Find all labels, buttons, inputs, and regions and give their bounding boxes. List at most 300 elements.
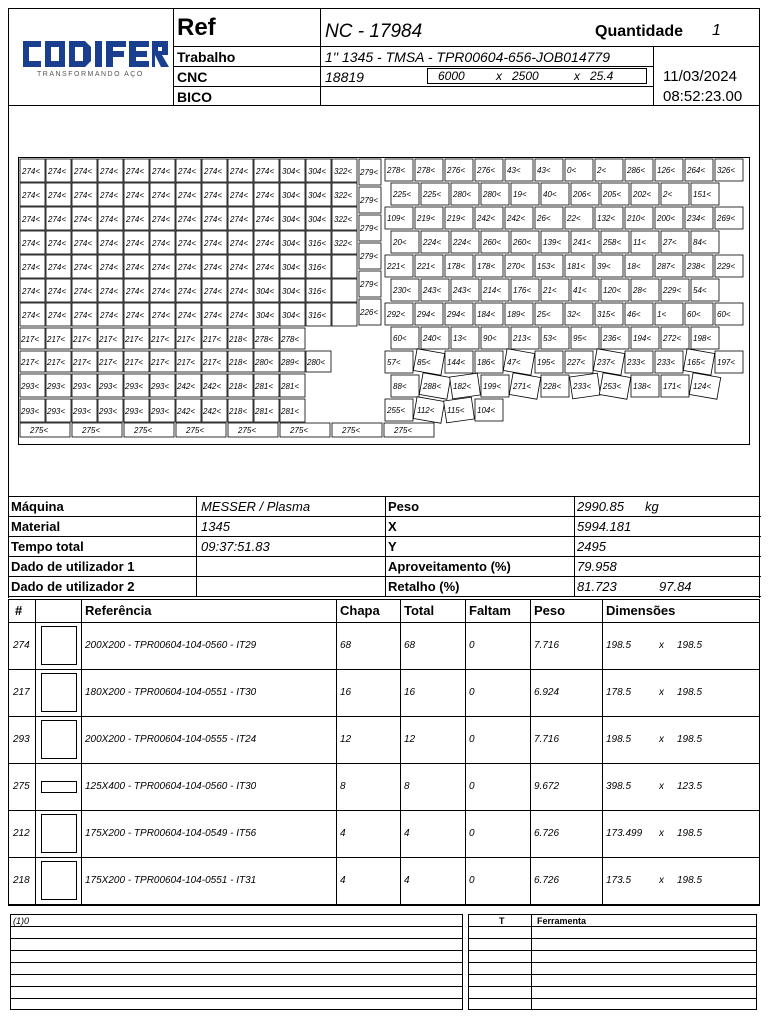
- nest-part-label: 124<: [693, 382, 712, 391]
- nest-part-label: 304<: [282, 191, 301, 200]
- peso-unit: kg: [645, 499, 659, 514]
- quantidade-value: 1: [712, 22, 721, 39]
- material-value: 1345: [201, 519, 230, 534]
- part-chapa: 4: [340, 874, 346, 886]
- nest-part-label: 274<: [126, 191, 145, 200]
- nest-part-label: 115<: [447, 406, 465, 415]
- nest-part-label: 221<: [387, 262, 406, 271]
- nest-part-label: 41<: [573, 286, 587, 295]
- part-dim-width: 173.499: [606, 827, 643, 839]
- nest-part-label: 264<: [687, 166, 706, 175]
- part-thumbnail: [41, 720, 77, 759]
- table-rule: [602, 600, 603, 905]
- nest-part-label: 182<: [453, 382, 472, 391]
- nest-part-label: 274<: [256, 239, 275, 248]
- footer-rule: [10, 938, 463, 939]
- nest-part-label: 238<: [687, 262, 706, 271]
- nest-part-label: 218<: [229, 358, 248, 367]
- part-chapa: 12: [340, 733, 352, 745]
- nest-part-label: 242<: [177, 407, 196, 416]
- nest-part-label: 230<: [393, 286, 412, 295]
- nest-part-label: 274<: [48, 191, 67, 200]
- nesting-svg: [19, 158, 749, 444]
- dado1-label: Dado de utilizador 1: [11, 559, 135, 574]
- maquina-value: MESSER / Plasma: [201, 499, 311, 514]
- nest-part-label: 293<: [47, 407, 66, 416]
- nest-part-label: 225<: [423, 190, 442, 199]
- part-dim-x: x: [659, 874, 664, 886]
- nest-part-label: 304<: [256, 287, 275, 296]
- nest-part-label: 229<: [663, 286, 682, 295]
- nest-part-label: 293<: [21, 382, 40, 391]
- nest-part-label: 274<: [204, 263, 223, 272]
- part-number: 293: [13, 733, 30, 745]
- nest-part-label: 198<: [693, 334, 712, 343]
- part-reference: 200X200 - TPR00604-104-0560 - IT29: [85, 639, 257, 651]
- col-header-num: #: [15, 603, 23, 618]
- nest-part-label: 274<: [22, 287, 41, 296]
- retalho-value-2: 97.84: [659, 579, 692, 594]
- nest-part-label: 274<: [256, 191, 275, 200]
- nest-part-label: 274<: [178, 239, 197, 248]
- nest-part-label: 278<: [281, 335, 300, 344]
- nest-part-label: 274<: [256, 215, 275, 224]
- part-dim-height: 198.5: [677, 639, 703, 651]
- nest-part-label: 279<: [360, 168, 379, 177]
- nest-part-label: 217<: [177, 335, 196, 344]
- footer-rule: [10, 998, 463, 999]
- nest-part-label: 217<: [203, 335, 222, 344]
- x-label: X: [388, 519, 397, 534]
- nest-part-label: 286<: [627, 166, 646, 175]
- table-rule: [9, 810, 760, 811]
- nest-part-label: 60<: [393, 334, 407, 343]
- nest-part-label: 217<: [177, 358, 196, 367]
- aproveitamento-label: Aproveitamento (%): [388, 559, 511, 574]
- nest-part-label: 274<: [152, 263, 171, 272]
- part-dim-width: 198.5: [606, 733, 632, 745]
- nest-part-label: 293<: [151, 407, 170, 416]
- nest-part-label: 214<: [483, 286, 502, 295]
- nest-part-label: 217<: [151, 358, 170, 367]
- footer-rule: [468, 986, 757, 987]
- nest-part-label: 242<: [203, 407, 222, 416]
- nest-part-label: 322<: [334, 215, 353, 224]
- nest-part-label: 278<: [387, 166, 406, 175]
- nest-part-label: 274<: [100, 311, 119, 320]
- nest-part-label: 279<: [360, 252, 379, 261]
- nest-part-label: 88<: [393, 382, 407, 391]
- nest-part-label: 304<: [282, 263, 301, 272]
- part-dim-height: 198.5: [677, 874, 703, 886]
- part-number: 274: [13, 639, 30, 651]
- nest-part-label: 217<: [125, 335, 144, 344]
- footer-rule: [10, 926, 463, 927]
- part-dim-x: x: [659, 733, 664, 745]
- report-header: [8, 8, 760, 106]
- nest-part-label: 95<: [573, 334, 587, 343]
- nest-part-label: 39<: [597, 262, 611, 271]
- nest-part-label: 226<: [360, 308, 379, 317]
- nest-part-label: 304<: [282, 215, 301, 224]
- part-total: 16: [404, 686, 416, 698]
- nest-part-label: 274<: [48, 215, 67, 224]
- nest-part-label: 242<: [177, 382, 196, 391]
- nest-part-label: 281<: [255, 407, 274, 416]
- nest-part-label: 274<: [152, 215, 171, 224]
- nest-part-label: 293<: [47, 382, 66, 391]
- nest-part-label: 274<: [48, 311, 67, 320]
- nest-part-label: 275<: [290, 426, 309, 435]
- part-thumbnail: [41, 781, 77, 793]
- nest-part-label: 258<: [603, 238, 622, 247]
- nest-part-label: 242<: [507, 214, 526, 223]
- nest-part-label: 54<: [693, 286, 707, 295]
- nest-part-label: 228<: [543, 382, 562, 391]
- nest-part-label: 219<: [447, 214, 466, 223]
- sheet-width: 6000: [438, 69, 465, 83]
- nest-part-label: 274<: [74, 311, 93, 320]
- nest-part-label: 274<: [178, 311, 197, 320]
- nest-part-label: 217<: [73, 335, 92, 344]
- nest-part-label: 304<: [282, 167, 301, 176]
- part-dim-x: x: [659, 827, 664, 839]
- nest-part-label: 225<: [393, 190, 412, 199]
- nest-part-label: 278<: [255, 335, 274, 344]
- part-dim-width: 178.5: [606, 686, 632, 698]
- part-thumbnail: [41, 673, 77, 712]
- part-chapa: 68: [340, 639, 352, 651]
- nest-part-label: 274<: [204, 215, 223, 224]
- nest-part-label: 275<: [238, 426, 257, 435]
- info-table: [8, 496, 760, 598]
- nest-part-label: 274<: [74, 191, 93, 200]
- logo-icon: [13, 27, 173, 87]
- x-value: 5994.181: [577, 519, 632, 534]
- nest-part-label: 274<: [22, 263, 41, 272]
- nest-part-label: 279<: [360, 280, 379, 289]
- table-rule: [465, 600, 466, 905]
- nest-part-label: 304<: [256, 311, 275, 320]
- nest-part-label: 316<: [308, 287, 327, 296]
- footer-area: [8, 914, 760, 1012]
- nest-part-label: 274<: [256, 167, 275, 176]
- part-dim-x: x: [659, 780, 664, 792]
- nest-part-label: 20<: [393, 238, 407, 247]
- nesting-layout: [18, 157, 750, 445]
- part-peso: 7.716: [534, 733, 560, 745]
- nest-part-label: 1<: [657, 310, 667, 319]
- nest-part-label: 274<: [48, 287, 67, 296]
- nest-part-label: 217<: [125, 358, 144, 367]
- part-chapa: 8: [340, 780, 346, 792]
- part-dim-width: 198.5: [606, 639, 632, 651]
- nest-part-label: 217<: [99, 358, 118, 367]
- nest-part-label: 206<: [573, 190, 592, 199]
- nest-part-label: 274<: [48, 239, 67, 248]
- nest-part-label: 322<: [334, 191, 353, 200]
- nest-part-label: 176<: [513, 286, 532, 295]
- part-chapa: 4: [340, 827, 346, 839]
- nest-part-label: 293<: [73, 382, 92, 391]
- nest-part-label: 47<: [507, 358, 521, 367]
- part-total: 68: [404, 639, 416, 651]
- part-faltam: 0: [469, 686, 475, 698]
- nest-part-label: 280<: [453, 190, 472, 199]
- nest-part-label: 221<: [417, 262, 436, 271]
- part-peso: 7.716: [534, 639, 560, 651]
- nest-part-label: 60<: [717, 310, 731, 319]
- nest-part-label: 104<: [477, 406, 496, 415]
- nest-part-label: 139<: [543, 238, 562, 247]
- nest-part-label: 218<: [229, 407, 248, 416]
- nest-part-label: 205<: [603, 190, 622, 199]
- nest-part-label: 270<: [507, 262, 526, 271]
- part-dim-height: 198.5: [677, 827, 703, 839]
- nest-part-label: 217<: [21, 335, 40, 344]
- part-faltam: 0: [469, 780, 475, 792]
- cnc-value: 18819: [325, 69, 364, 85]
- nest-part-label: 217<: [21, 358, 40, 367]
- nest-part-label: 243<: [423, 286, 442, 295]
- nest-part-label: 53<: [543, 334, 557, 343]
- part-reference: 200X200 - TPR00604-104-0555 - IT24: [85, 733, 257, 745]
- sheet-height: 2500: [512, 69, 539, 83]
- nest-part-label: 293<: [125, 382, 144, 391]
- nest-part-label: 304<: [282, 311, 301, 320]
- nest-part-label: 274<: [100, 287, 119, 296]
- part-faltam: 0: [469, 874, 475, 886]
- nest-part-label: 274<: [100, 239, 119, 248]
- nest-part-label: 287<: [657, 262, 676, 271]
- nest-part-label: 326<: [717, 166, 736, 175]
- nest-part-label: 274<: [230, 311, 249, 320]
- nest-part-label: 293<: [99, 382, 118, 391]
- nest-part-label: 274<: [204, 239, 223, 248]
- footer-rule: [10, 950, 463, 951]
- nest-part-label: 276<: [477, 166, 496, 175]
- nest-part-label: 274<: [22, 215, 41, 224]
- nest-part-label: 46<: [627, 310, 641, 319]
- nest-part-label: 241<: [573, 238, 592, 247]
- nest-part-label: 26<: [537, 214, 551, 223]
- part-total: 12: [404, 733, 416, 745]
- sheet-size-box: [427, 68, 647, 84]
- peso-label: Peso: [388, 499, 420, 514]
- part-peso: 6.726: [534, 827, 560, 839]
- footer-rule: [468, 926, 757, 927]
- nc-value: NC - 17984: [325, 21, 423, 42]
- part-faltam: 0: [469, 639, 475, 651]
- part-peso: 6.924: [534, 686, 560, 698]
- part-thumbnail: [41, 626, 77, 665]
- nest-part-label: 274<: [74, 287, 93, 296]
- nest-part-label: 229<: [717, 262, 736, 271]
- table-rule: [9, 904, 760, 905]
- nest-part-label: 274<: [74, 263, 93, 272]
- nest-part-label: 21<: [543, 286, 557, 295]
- nest-part-label: 304<: [282, 239, 301, 248]
- nest-part-label: 0<: [567, 166, 577, 175]
- nest-part-label: 217<: [47, 358, 66, 367]
- table-rule: [9, 857, 760, 858]
- maquina-label: Máquina: [11, 499, 64, 514]
- table-rule: [81, 600, 82, 905]
- nest-part-label: 315<: [597, 310, 616, 319]
- part-total: 8: [404, 780, 410, 792]
- nest-part-label: 293<: [21, 407, 40, 416]
- nest-part-label: 186<: [477, 358, 496, 367]
- nest-part-label: 120<: [603, 286, 622, 295]
- nest-part-label: 274<: [22, 191, 41, 200]
- nest-part-label: 274<: [126, 311, 145, 320]
- nest-part-label: 274<: [152, 167, 171, 176]
- nest-part-label: 165<: [687, 358, 706, 367]
- nest-part-label: 275<: [394, 426, 413, 435]
- nest-part-label: 260<: [513, 238, 532, 247]
- nest-part-label: 278<: [417, 166, 436, 175]
- nest-part-label: 178<: [447, 262, 466, 271]
- logo-tagline: TRANSFORMANDO AÇO: [37, 71, 144, 78]
- nest-part-label: 280<: [255, 358, 274, 367]
- nest-part-label: 294<: [447, 310, 466, 319]
- nest-part-label: 22<: [567, 214, 581, 223]
- nest-part-label: 260<: [483, 238, 502, 247]
- nest-part-label: 322<: [334, 239, 353, 248]
- nest-part-label: 200<: [657, 214, 676, 223]
- nest-part-label: 233<: [573, 382, 592, 391]
- nest-part-label: 202<: [633, 190, 652, 199]
- date: 11/03/2024: [663, 68, 737, 85]
- nest-part-label: 281<: [281, 407, 300, 416]
- nest-part-label: 181<: [567, 262, 586, 271]
- nest-part-label: 274<: [178, 167, 197, 176]
- nest-part-label: 274<: [100, 167, 119, 176]
- footer-rule: [468, 962, 757, 963]
- nest-part-label: 217<: [151, 335, 170, 344]
- sheet-x1: x: [496, 69, 502, 83]
- nest-part-label: 18<: [627, 262, 641, 271]
- peso-value: 2990.85: [577, 499, 624, 514]
- nest-part-label: 109<: [387, 214, 406, 223]
- nest-part-label: 274<: [100, 263, 119, 272]
- col-header-chapa: Chapa: [340, 603, 380, 618]
- nest-part-label: 274<: [74, 167, 93, 176]
- nest-part-label: 32<: [567, 310, 581, 319]
- nest-part-label: 275<: [186, 426, 205, 435]
- nest-part-label: 43<: [507, 166, 521, 175]
- part-reference: 175X200 - TPR00604-104-0549 - IT56: [85, 827, 257, 839]
- part-peso: 9.672: [534, 780, 560, 792]
- nest-part-label: 275<: [342, 426, 361, 435]
- nest-part-label: 269<: [717, 214, 736, 223]
- nest-part-label: 213<: [513, 334, 532, 343]
- table-rule: [9, 669, 760, 670]
- footer-left-label: (1)0: [13, 916, 30, 926]
- nest-part-label: 274<: [256, 263, 275, 272]
- nest-part-label: 304<: [308, 167, 327, 176]
- nest-part-label: 274<: [230, 287, 249, 296]
- cnc-label: CNC: [177, 69, 208, 85]
- nest-part-label: 274<: [178, 263, 197, 272]
- nest-part-label: 279<: [360, 196, 379, 205]
- part-faltam: 0: [469, 827, 475, 839]
- nest-part-label: 274<: [230, 191, 249, 200]
- nest-part-label: 280<: [483, 190, 502, 199]
- col-header-dim: Dimensões: [606, 603, 676, 618]
- nest-part-label: 11<: [633, 238, 646, 247]
- quantidade-label: Quantidade: [595, 23, 684, 40]
- nest-part: [332, 279, 357, 302]
- dado2-label: Dado de utilizador 2: [11, 579, 135, 594]
- nest-part-label: 138<: [633, 382, 652, 391]
- nest-part-label: 218<: [229, 382, 248, 391]
- nest-part-label: 288<: [423, 382, 442, 391]
- nest-part-label: 274<: [126, 287, 145, 296]
- part-dim-x: x: [659, 686, 664, 698]
- nest-part-label: 90<: [483, 334, 497, 343]
- nest-part-label: 178<: [477, 262, 496, 271]
- footer-rule: [10, 986, 463, 987]
- nest-part-label: 243<: [453, 286, 472, 295]
- part-dim-width: 173.5: [606, 874, 632, 886]
- part-dim-height: 123.5: [677, 780, 703, 792]
- nest-part-label: 217<: [47, 335, 66, 344]
- nest-part-label: 210<: [627, 214, 646, 223]
- nest-part-label: 292<: [387, 310, 406, 319]
- trabalho-label: Trabalho: [177, 49, 236, 65]
- nest-part-label: 274<: [74, 239, 93, 248]
- nest-part-label: 274<: [152, 311, 171, 320]
- nest-part-label: 281<: [281, 382, 300, 391]
- part-dim-x: x: [659, 639, 664, 651]
- parts-table: [8, 599, 760, 906]
- nest-part-label: 27<: [663, 238, 677, 247]
- footer-rule: [10, 962, 463, 963]
- nest-part-label: 272<: [663, 334, 682, 343]
- part-total: 4: [404, 827, 410, 839]
- nest-part-label: 40<: [543, 190, 557, 199]
- part-total: 4: [404, 874, 410, 886]
- nest-part-label: 304<: [308, 215, 327, 224]
- nest-part-label: 274<: [230, 215, 249, 224]
- nest-part-label: 218<: [229, 335, 248, 344]
- nest-part-label: 274<: [152, 287, 171, 296]
- retalho-value-1: 81.723: [577, 579, 617, 594]
- nest-part-label: 274<: [126, 167, 145, 176]
- nest-part-label: 144<: [447, 358, 466, 367]
- nest-part-label: 316<: [308, 263, 327, 272]
- nest-part-label: 274<: [230, 239, 249, 248]
- nest-part-label: 274<: [22, 311, 41, 320]
- nest-part-label: 227<: [567, 358, 586, 367]
- nest-part-label: 274<: [48, 263, 67, 272]
- nest-part-label: 13<: [453, 334, 467, 343]
- footer-rule: [10, 974, 463, 975]
- material-label: Material: [11, 519, 61, 534]
- nest-part-label: 112<: [417, 406, 435, 415]
- sheet-x2: x: [574, 69, 580, 83]
- nest-part-label: 217<: [99, 335, 118, 344]
- nest-part-label: 274<: [152, 191, 171, 200]
- nest-part-label: 293<: [125, 407, 144, 416]
- nest-part-label: 276<: [447, 166, 466, 175]
- part-dim-height: 198.5: [677, 686, 703, 698]
- nest-part-label: 274<: [126, 263, 145, 272]
- nest-part-label: 274<: [22, 239, 41, 248]
- nest-part-label: 316<: [308, 311, 327, 320]
- nest-part-label: 184<: [477, 310, 496, 319]
